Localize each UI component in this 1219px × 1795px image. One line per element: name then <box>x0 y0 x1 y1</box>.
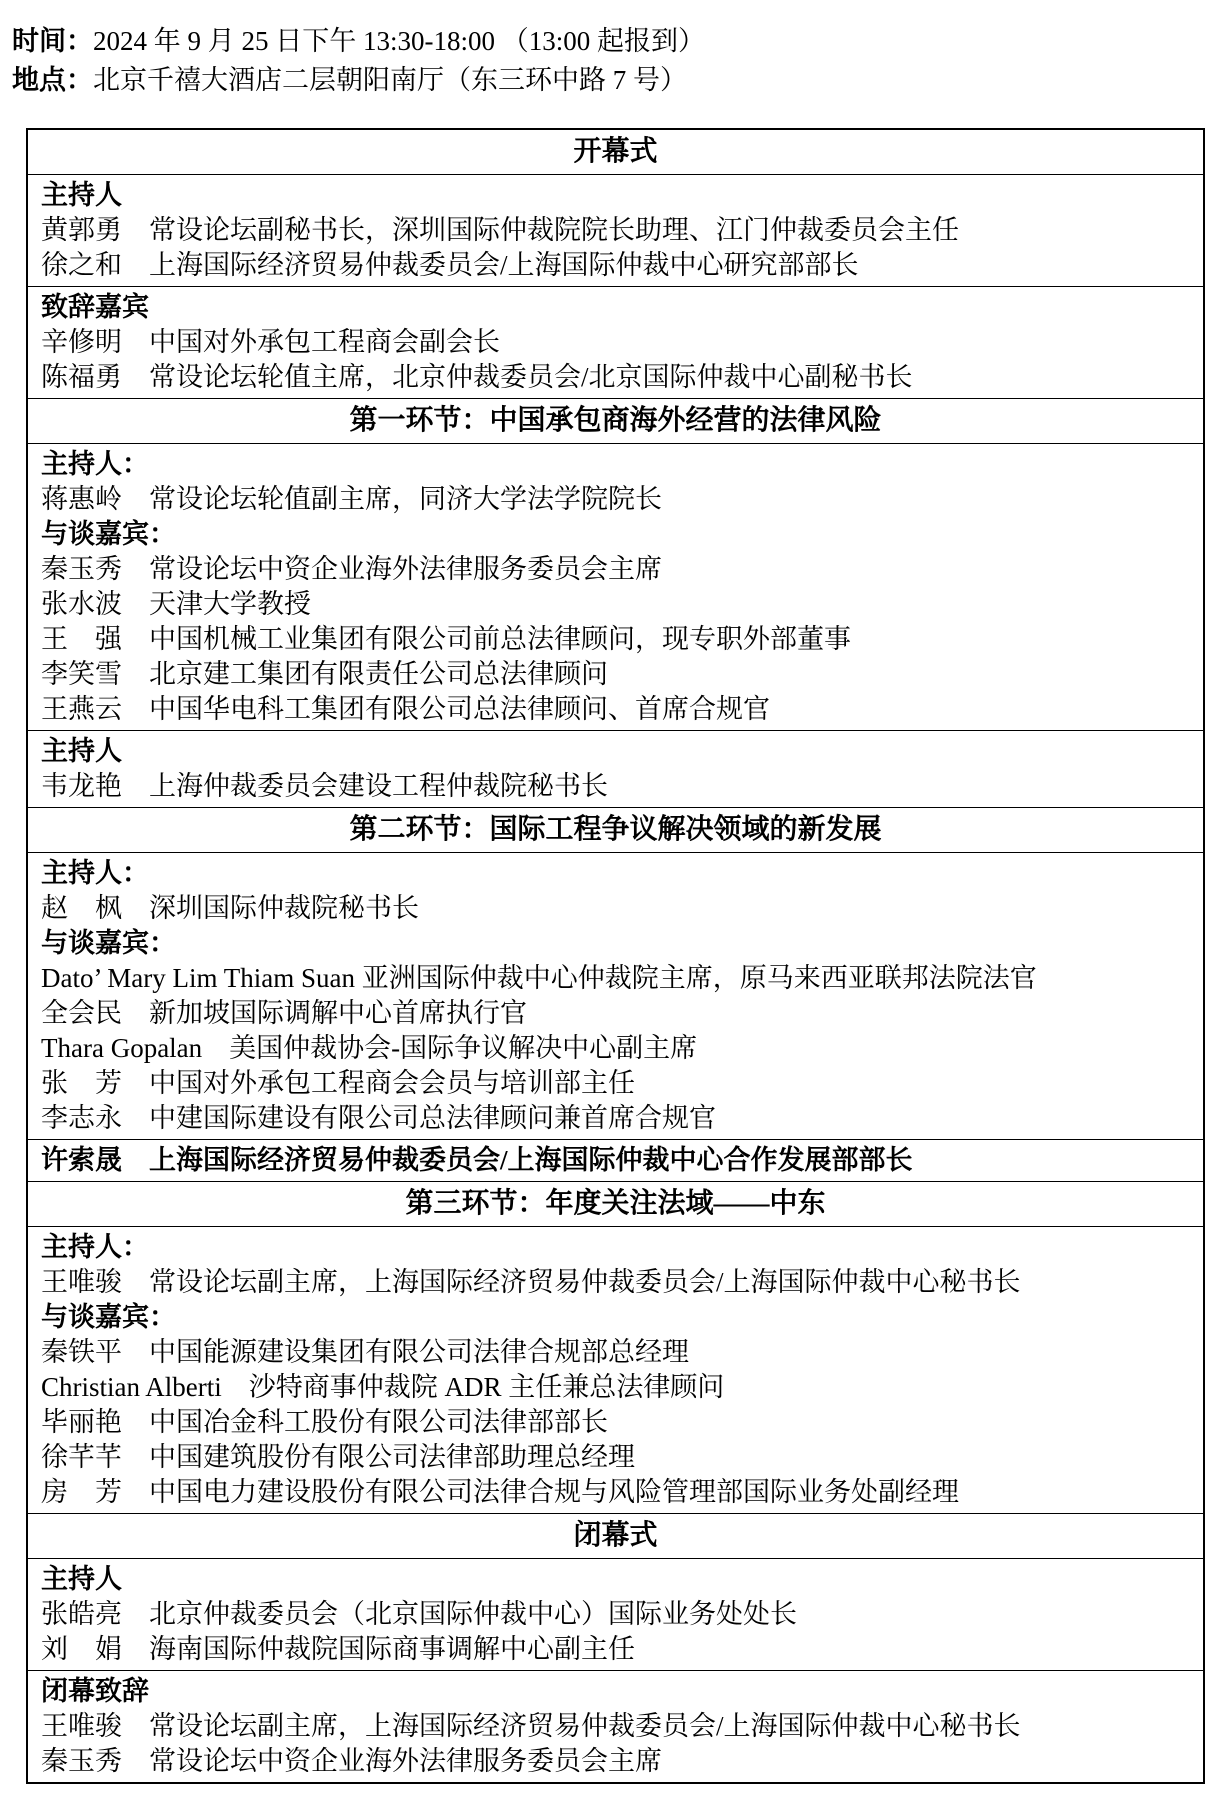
closing-remarks-cell <box>27 1671 1204 1784</box>
session-1-panel-cell <box>27 444 1204 731</box>
session-2-panel-cell <box>27 853 1204 1140</box>
participant-line: 张皓亮 北京仲裁委员会（北京国际仲裁中心）国际业务处处长 <box>41 1599 797 1629</box>
participant-line: 张 芳 中国对外承包工程商会会员与培训部主任 <box>41 1068 635 1098</box>
participant-line: 蒋惠岭 常设论坛轮值副主席，同济大学法学院院长 <box>41 484 662 514</box>
participant-line: 徐芊芊 中国建筑股份有限公司法律部助理总经理 <box>41 1442 635 1472</box>
participant-line: 王唯骏 常设论坛副主席，上海国际经济贸易仲裁委员会/上海国际仲裁中心秘书长 <box>41 1267 1021 1297</box>
table-row <box>27 287 1204 399</box>
closing-hosts-cell <box>27 1559 1204 1671</box>
participant-line: 刘 娟 海南国际仲裁院国际商事调解中心副主任 <box>41 1634 635 1664</box>
participant-line: 徐之和 上海国际经济贸易仲裁委员会/上海国际仲裁中心研究部部长 <box>41 250 859 280</box>
participant-line: Christian Alberti 沙特商事仲裁院 ADR 主任兼总法律顾问 <box>41 1372 725 1402</box>
table-row <box>27 1182 1204 1227</box>
role-label: 与谈嘉宾： <box>41 1302 176 1332</box>
role-label: 主持人 <box>41 1564 122 1594</box>
section-header-closing-ceremony: 闭幕式 <box>27 1514 1204 1559</box>
table-row <box>27 175 1204 287</box>
opening-hosts-cell <box>27 175 1204 287</box>
section-header-session-2: 第二环节：国际工程争议解决领域的新发展 <box>27 808 1204 853</box>
participant-line: 辛修明 中国对外承包工程商会副会长 <box>41 327 500 357</box>
event-venue-value: 北京千禧大酒店二层朝阳南厅（东三环中路 7 号） <box>93 65 687 95</box>
participant-line: 秦铁平 中国能源建设集团有限公司法律合规部总经理 <box>41 1337 689 1367</box>
role-label: 致辞嘉宾 <box>41 292 149 322</box>
table-row <box>27 1671 1204 1784</box>
event-time-value: 2024 年 9 月 25 日下午 13:30-18:00 （13:00 起报到） <box>93 26 705 56</box>
participant-line: Thara Gopalan 美国仲裁协会-国际争议解决中心副主席 <box>41 1033 698 1063</box>
table-row <box>27 808 1204 853</box>
participant-line: 秦玉秀 常设论坛中资企业海外法律服务委员会主席 <box>41 554 662 584</box>
table-row <box>27 1559 1204 1671</box>
participant-line: 许索晟 上海国际经济贸易仲裁委员会/上海国际仲裁中心合作发展部部长 <box>41 1145 913 1175</box>
section-header-opening-ceremony: 开幕式 <box>27 129 1204 175</box>
participant-line: 张水波 天津大学教授 <box>41 589 311 619</box>
participant-line: 王 强 中国机械工业集团有限公司前总法律顾问，现专职外部董事 <box>41 624 851 654</box>
participant-line: 王燕云 中国华电科工集团有限公司总法律顾问、首席合规官 <box>41 694 770 724</box>
event-time-label: 时间： <box>12 26 93 56</box>
role-label: 主持人 <box>41 180 122 210</box>
event-time <box>12 22 1219 61</box>
event-venue-label: 地点： <box>12 65 93 95</box>
participant-line: 韦龙艳 上海仲裁委员会建设工程仲裁院秘书长 <box>41 771 608 801</box>
role-label: 主持人： <box>41 449 149 479</box>
table-row <box>27 731 1204 808</box>
section-header-session-3: 第三环节：年度关注法域——中东 <box>27 1182 1204 1227</box>
table-row <box>27 444 1204 731</box>
table-row <box>27 1514 1204 1559</box>
role-label: 闭幕致辞 <box>41 1676 149 1706</box>
session-2-summary-cell <box>27 1140 1204 1182</box>
participant-line: Dato’ Mary Lim Thiam Suan 亚洲国际仲裁中心仲裁院主席，原马来西亚联邦法院法官 <box>41 963 1037 993</box>
event-venue <box>12 61 1219 100</box>
participant-line: 全会民 新加坡国际调解中心首席执行官 <box>41 998 527 1028</box>
participant-line: 陈福勇 常设论坛轮值主席，北京仲裁委员会/北京国际仲裁中心副秘书长 <box>41 362 913 392</box>
table-row <box>27 1227 1204 1514</box>
participant-line: 王唯骏 常设论坛副主席，上海国际经济贸易仲裁委员会/上海国际仲裁中心秘书长 <box>41 1711 1021 1741</box>
participant-line: 李志永 中建国际建设有限公司总法律顾问兼首席合规官 <box>41 1103 716 1133</box>
agenda-table <box>26 128 1205 1784</box>
participant-line: 李笑雪 北京建工集团有限责任公司总法律顾问 <box>41 659 608 689</box>
role-label: 与谈嘉宾： <box>41 928 176 958</box>
section-header-session-1: 第一环节：中国承包商海外经营的法律风险 <box>27 399 1204 444</box>
table-row <box>27 399 1204 444</box>
participant-line: 毕丽艳 中国冶金科工股份有限公司法律部部长 <box>41 1407 608 1437</box>
participant-line: 赵 枫 深圳国际仲裁院秘书长 <box>41 893 419 923</box>
participant-line: 房 芳 中国电力建设股份有限公司法律合规与风险管理部国际业务处副经理 <box>41 1477 959 1507</box>
participant-line: 黄郭勇 常设论坛副秘书长，深圳国际仲裁院院长助理、江门仲裁委员会主任 <box>41 215 959 245</box>
interlude-host-cell <box>27 731 1204 808</box>
role-label: 主持人： <box>41 858 149 888</box>
table-row <box>27 853 1204 1140</box>
session-3-panel-cell <box>27 1227 1204 1514</box>
opening-speakers-cell <box>27 287 1204 399</box>
role-label: 主持人 <box>41 736 122 766</box>
event-meta <box>0 0 1219 100</box>
role-label: 与谈嘉宾： <box>41 519 176 549</box>
table-row <box>27 1140 1204 1182</box>
role-label: 主持人： <box>41 1232 149 1262</box>
participant-line: 秦玉秀 常设论坛中资企业海外法律服务委员会主席 <box>41 1746 662 1776</box>
table-row <box>27 129 1204 175</box>
